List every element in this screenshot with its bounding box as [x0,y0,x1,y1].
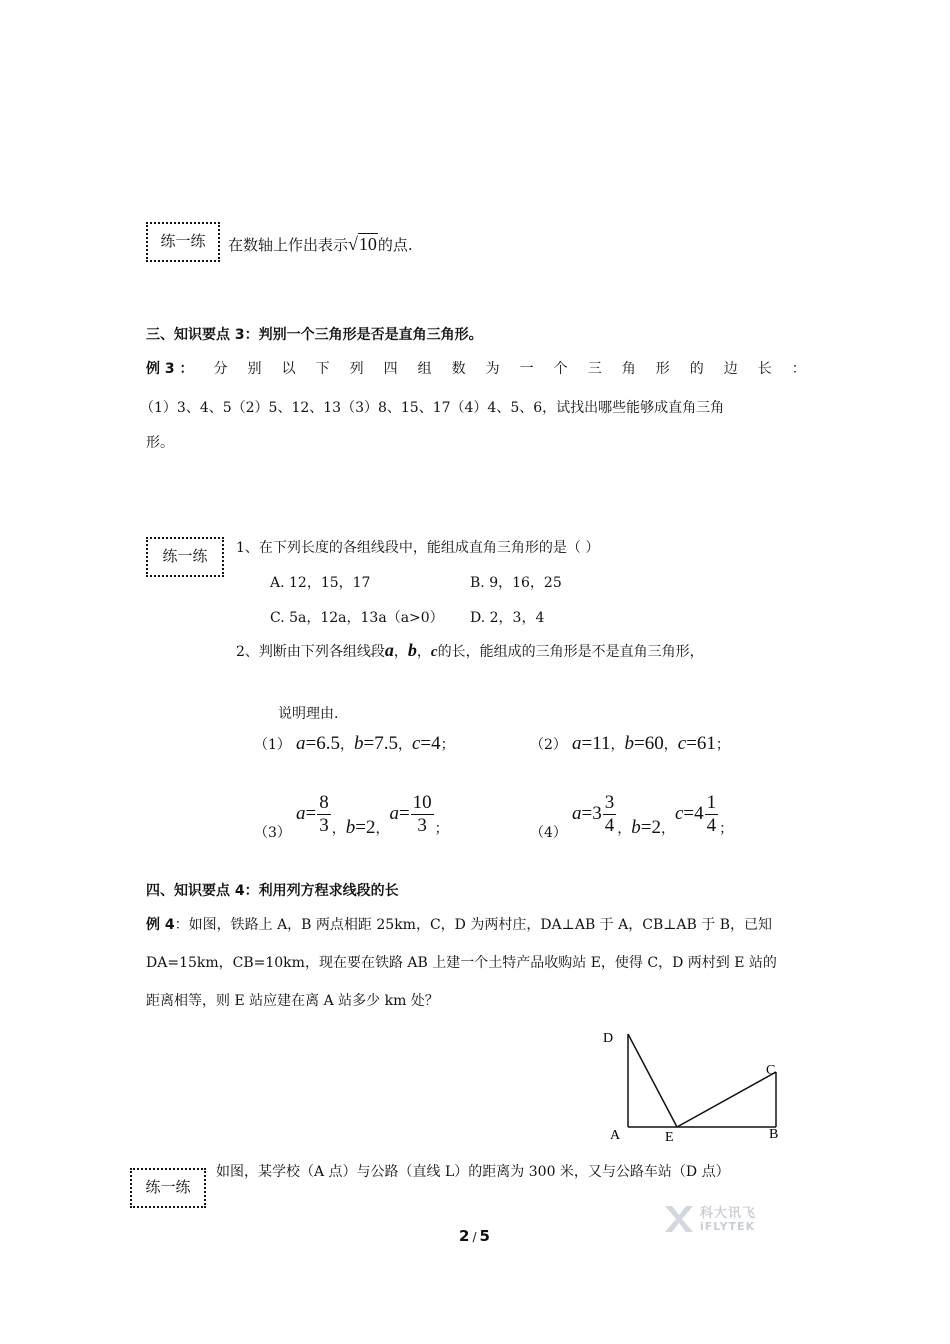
practice-box [146,537,224,577]
numerator: 1 [706,792,717,813]
numerator: 8 [319,792,329,813]
group-1-b: =7.5 [363,733,398,754]
comma: ， [375,820,390,837]
comma: ， [610,737,625,753]
example-4-line2: DA=15km，CB=10km，现在要在铁路 AB 上建一个土特产品收购站 E，使得 C，D 两村到 E 站的 [146,955,777,971]
example-3-char: 一 [519,361,534,377]
label-c: C [766,1063,776,1078]
var-b: b [624,733,635,754]
example-3-char: 为 [485,361,500,377]
example-3-char: 长 [757,361,772,377]
question-2 [236,640,704,661]
option-c: C. 5a，12a，13a（a>0） [270,610,444,626]
var-b: b [353,733,364,754]
var-c: c [677,733,687,754]
equals: = [305,802,317,824]
comma: ， [393,644,408,660]
group-1-a: =6.5 [305,733,340,754]
practice-label: 练一练 [160,232,206,250]
numerator: 10 [412,792,432,813]
comma: ， [331,820,346,837]
watermark-cn: 科大讯飞 [700,1206,757,1221]
semicolon: ； [434,820,449,837]
geometry-figure [590,1020,800,1150]
question-2-before: 2、判断由下列各组线段 [236,644,385,660]
group-4-b: =2 [640,816,661,838]
option-d: D. 2，3，4 [470,610,545,626]
label-e: E [665,1130,674,1145]
group-3-label: （3） [254,824,291,841]
example-3-char: 以 [281,361,296,377]
var-c: c [411,733,421,754]
question-1: 1、在下列长度的各组线段中，能组成直角三角形的是（ ） [236,540,600,556]
denominator: 4 [604,815,615,836]
option-a: A. 12，15，17 [270,575,371,591]
example-3-char: 数 [451,361,466,377]
example-3-char: 别 [247,361,262,377]
option-b: B. 9，16，25 [470,575,562,591]
practice-label: 练一练 [162,547,208,565]
example-3-char: 角 [621,361,636,377]
question-2-line2: 说明理由. [278,706,339,722]
comma: ， [397,737,412,753]
segment-de [628,1034,677,1127]
comma: ， [663,737,678,753]
page-separator: / [472,1230,477,1244]
example-4-line1 [146,914,772,934]
group-3-b: =2 [355,816,376,838]
denominator: 3 [319,815,329,836]
example-3-char: 形 [655,361,670,377]
sqrt-radicand: 10 [358,234,377,254]
page-number [459,1227,490,1245]
example-3-char: 个 [553,361,568,377]
example-3-line2: （1）3、4、5（2）5、12、13（3）8、15、17（4）4、5、6，试找出哪些能够成直角三角 [140,400,725,416]
semicolon: ； [719,820,734,837]
segment-ec [677,1072,776,1127]
iflytek-watermark [662,1198,772,1242]
comma: ， [416,644,431,660]
question-2-after: 的长，能组成的三角形是不是直角三角形， [437,644,704,660]
var-a: a [296,733,306,754]
comma: ， [660,820,675,837]
equals: = [683,802,695,824]
numerator: 3 [604,792,615,813]
group-2-b: =60 [634,733,664,754]
group-2-a: =11 [581,733,611,754]
equals: = [581,802,593,824]
example-4-text: ：如图，铁路上 A，B 两点相距 25km，C，D 为两村庄，DA⊥AB 于 A，CB⊥AB 于 B，已知 [174,917,772,933]
group-4 [530,792,733,842]
group-2-label: （2） [530,737,567,753]
label-a: A [610,1128,621,1143]
example-4-label: 例 4 [146,917,175,933]
denominator: 3 [417,815,427,836]
example-4-line3: 距离相等，则 E 站应建在离 A 站多少 km 处？ [146,993,439,1009]
var-a: a [389,802,399,824]
var-c: c [674,802,684,824]
fraction [317,792,331,837]
example-3-char: 四 [383,361,398,377]
example-3-line1 [146,358,806,378]
fraction [705,792,719,837]
semicolon: ； [440,737,455,753]
practice-box [130,1168,206,1208]
fraction [411,792,434,837]
var-a: a [296,802,306,824]
group-3 [254,792,449,842]
group-1-label: （1） [254,737,291,753]
whole-part: 4 [694,802,704,824]
comma: ， [339,737,354,753]
practice-label: 练一练 [145,1178,191,1196]
var-a: a [572,802,582,824]
group-4-label: （4） [530,824,567,841]
comma: ， [617,820,632,837]
whole-part: 3 [592,802,602,824]
semicolon: ； [715,737,730,753]
practice-1-after: 的点. [377,236,413,254]
practice-1-before: 在数轴上作出表示 [228,236,349,254]
example-3-line3: 形。 [146,435,174,451]
total-pages: 5 [479,1227,490,1245]
group-2-c: =61 [686,733,716,754]
example-3-label: 例 3 ： [146,361,194,377]
practice-box [146,222,220,262]
example-3-char: ： [791,361,806,377]
practice-1-text [228,234,413,255]
example-3-char: 分 [213,361,228,377]
example-3-char: 的 [689,361,704,377]
example-3-char: 下 [315,361,330,377]
fraction [603,792,617,837]
sqrt-10: √10 [348,234,377,254]
example-3-char: 三 [587,361,602,377]
example-3-char: 列 [349,361,364,377]
denominator: 4 [706,815,717,836]
var-c: c [430,644,438,660]
var-a: a [384,640,394,660]
practice-3-text: 如图，某学校（A 点）与公路（直线 L）的距离为 300 米，又与公路车站（D 点） [216,1164,730,1180]
group-2 [530,733,730,755]
group-1-c: =4 [420,733,441,754]
example-3-char: 组 [417,361,432,377]
equals: = [398,802,410,824]
watermark-en: iFLYTEK [700,1220,756,1233]
label-b: B [769,1127,779,1142]
iflytek-logo-icon [662,1202,696,1236]
label-d: D [603,1031,614,1046]
var-b: b [407,640,417,660]
var-b: b [345,816,356,838]
var-a: a [572,733,582,754]
example-3-char: 边 [723,361,738,377]
current-page: 2 [459,1227,470,1245]
group-1 [254,733,455,755]
section-4-heading: 四、知识要点 4：利用列方程求线段的长 [146,883,399,899]
section-3-heading: 三、知识要点 3：判别一个三角形是否是直角三角形。 [146,327,483,343]
var-b: b [631,816,641,838]
